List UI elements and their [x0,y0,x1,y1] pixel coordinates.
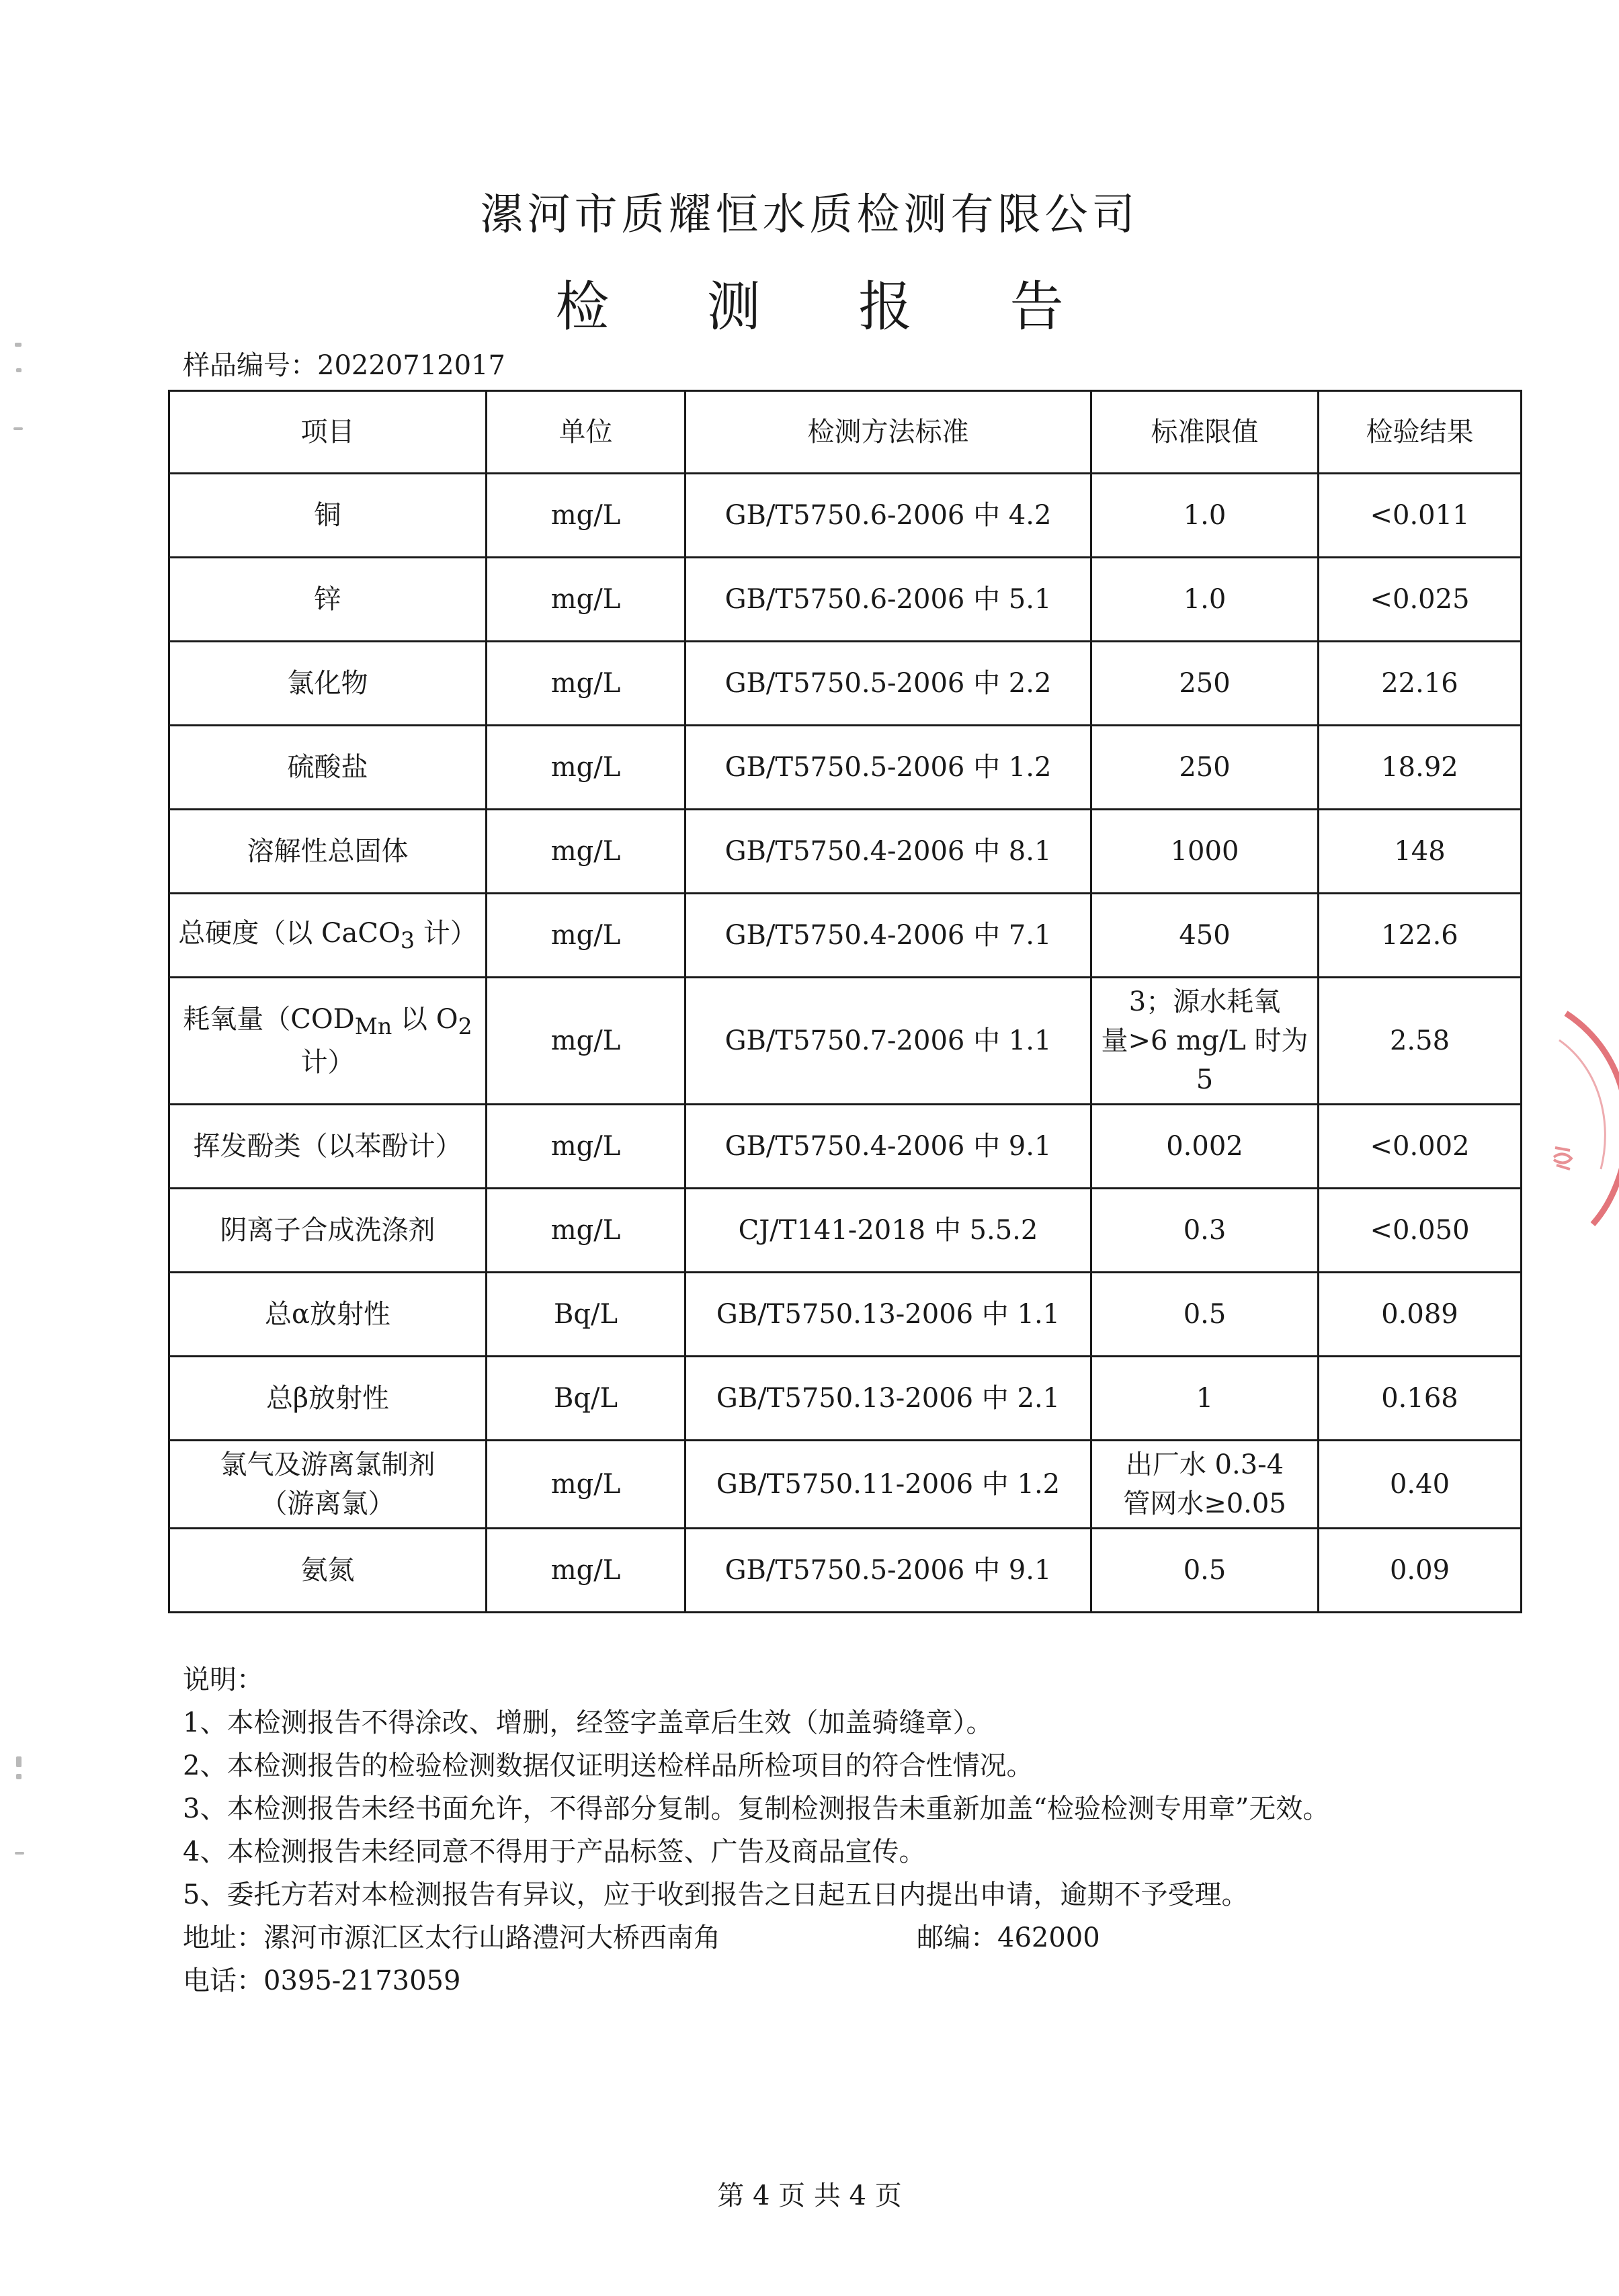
cell-limit: 0.002 [1091,1105,1319,1189]
sample-number [183,344,505,382]
limit-line: 量>6 mg/L 时为 [1101,1025,1309,1056]
phone: 电话：0395-2173059 [183,1965,461,1996]
cell-method: GB/T5750.4-2006 中 9.1 [686,1105,1091,1189]
cell-limit: 1 [1091,1357,1319,1441]
column-header-unit: 单位 [487,391,686,474]
notes-section [183,1658,1329,2002]
cell-unit: mg/L [487,894,686,978]
cell-item [169,894,487,978]
column-header-method: 检测方法标准 [686,391,1091,474]
cell-result: 0.089 [1319,1273,1522,1357]
cell-limit: 250 [1091,642,1319,726]
cell-limit: 1000 [1091,810,1319,894]
limit-line: 3；源水耗氧 [1128,986,1281,1017]
item-text-mid: 以 O [392,1003,458,1035]
item-subscript-2: 2 [458,1013,472,1039]
table-row [169,642,1522,726]
cell-item: 溶解性总固体 [169,810,487,894]
scan-speck [13,427,23,430]
page-number: 第 4 页 共 4 页 [717,2180,902,2211]
item-subscript: 3 [400,927,415,953]
cell-method: GB/T5750.4-2006 中 7.1 [686,894,1091,978]
item-text: 耗氧量（COD [183,1003,355,1035]
cell-method: GB/T5750.6-2006 中 5.1 [686,558,1091,642]
cell-method: GB/T5750.5-2006 中 9.1 [686,1529,1091,1613]
report-title: 检 测 报 告 [555,275,1104,338]
table-row [169,1441,1522,1529]
item-text-end: 计） [300,1047,355,1078]
address-row [183,1916,1329,1959]
cell-method: GB/T5750.13-2006 中 2.1 [686,1357,1091,1441]
cell-unit: Bq/L [487,1273,686,1357]
cell-method: GB/T5750.5-2006 中 1.2 [686,726,1091,810]
cell-result: <0.050 [1319,1189,1522,1273]
cell-method: CJ/T141-2018 中 5.5.2 [686,1189,1091,1273]
cell-result: 0.40 [1319,1441,1522,1529]
column-header-limit: 标准限值 [1091,391,1319,474]
cell-limit [1091,978,1319,1105]
sample-number-value: 20220712017 [317,350,505,381]
scan-speck [15,343,22,347]
cell-result: <0.025 [1319,558,1522,642]
cell-unit: mg/L [487,642,686,726]
cell-unit: mg/L [487,558,686,642]
cell-limit [1091,1441,1319,1529]
note-line: 2、本检测报告的检验检测数据仅证明送检样品所检项目的符合性情况。 [183,1750,1034,1781]
cell-unit: mg/L [487,1529,686,1613]
limit-line: 管网水≥0.05 [1123,1488,1286,1519]
limit-line: 5 [1196,1064,1214,1095]
scan-speck [16,368,22,372]
cell-limit: 1.0 [1091,474,1319,558]
cell-item: 锌 [169,558,487,642]
sample-number-label: 样品编号： [183,350,317,381]
cell-item: 挥发酚类（以苯酚计） [169,1105,487,1189]
table-row [169,978,1522,1105]
cell-result: 148 [1319,810,1522,894]
cell-unit: mg/L [487,1441,686,1529]
column-header-result: 检验结果 [1319,391,1522,474]
cell-result: 2.58 [1319,978,1522,1105]
cell-limit: 1.0 [1091,558,1319,642]
table-row [169,1105,1522,1189]
cell-item [169,978,487,1105]
table-row [169,1273,1522,1357]
cell-item: 硫酸盐 [169,726,487,810]
cell-unit: mg/L [487,474,686,558]
cell-unit: Bq/L [487,1357,686,1441]
cell-item: 氨氮 [169,1529,487,1613]
note-line: 5、委托方若对本检测报告有异议，应于收到报告之日起五日内提出申请，逾期不予受理。 [183,1879,1249,1910]
cell-result: <0.002 [1319,1105,1522,1189]
table-row [169,1357,1522,1441]
cell-result: 22.16 [1319,642,1522,726]
cell-result: 0.09 [1319,1529,1522,1613]
cell-result: 0.168 [1319,1357,1522,1441]
cell-limit: 0.5 [1091,1273,1319,1357]
cell-result: 122.6 [1319,894,1522,978]
cell-limit: 450 [1091,894,1319,978]
cell-method: GB/T5750.5-2006 中 2.2 [686,642,1091,726]
table-row [169,558,1522,642]
table-row [169,1189,1522,1273]
seal-stamp-edge [1539,1008,1619,1230]
cell-method: GB/T5750.13-2006 中 1.1 [686,1273,1091,1357]
table-header-row [169,391,1522,474]
scan-speck [15,1852,24,1855]
table-row [169,726,1522,810]
cell-limit: 0.5 [1091,1529,1319,1613]
cell-limit: 250 [1091,726,1319,810]
cell-method: GB/T5750.6-2006 中 4.2 [686,474,1091,558]
cell-unit: mg/L [487,978,686,1105]
column-header-item: 项目 [169,391,487,474]
note-line: 3、本检测报告未经书面允许，不得部分复制。复制检测报告未重新加盖“检验检测专用章”无效。 [183,1793,1330,1824]
table-row [169,1529,1522,1613]
cell-unit: mg/L [487,810,686,894]
note-line: 1、本检测报告不得涂改、增删，经签字盖章后生效（加盖骑缝章）。 [183,1707,993,1738]
item-subscript: Mn [354,1013,392,1039]
cell-item: 铜 [169,474,487,558]
company-name: 漯河市质耀恒水质检测有限公司 [480,190,1139,240]
seal-stamp-arc [1566,1013,1619,1224]
cell-item: 氯化物 [169,642,487,726]
cell-item: 总α放射性 [169,1273,487,1357]
cell-item: 总β放射性 [169,1357,487,1441]
cell-unit: mg/L [487,1105,686,1189]
scan-speck [16,1756,22,1767]
cell-limit: 0.3 [1091,1189,1319,1273]
address: 地址：漯河市源汇区太行山路澧河大桥西南角 [183,1922,720,1953]
notes-heading: 说明： [183,1664,263,1695]
cell-method: GB/T5750.4-2006 中 8.1 [686,810,1091,894]
cell-item: 阴离子合成洗涤剂 [169,1189,487,1273]
note-line: 4、本检测报告未经同意不得用于产品标签、广告及商品宣传。 [183,1836,926,1867]
item-text-end: 计） [415,917,477,949]
scan-speck [16,1774,22,1779]
results-table [168,390,1522,1613]
cell-unit: mg/L [487,1189,686,1273]
table-row [169,810,1522,894]
table-row [169,474,1522,558]
cell-result: 18.92 [1319,726,1522,810]
item-line: 氯气及游离氯制剂 [220,1449,435,1480]
cell-unit: mg/L [487,726,686,810]
cell-method: GB/T5750.11-2006 中 1.2 [686,1441,1091,1529]
cell-item [169,1441,487,1529]
cell-method: GB/T5750.7-2006 中 1.1 [686,978,1091,1105]
postcode: 邮编：462000 [917,1922,1100,1953]
table-row [169,894,1522,978]
limit-line: 出厂水 0.3-4 [1125,1449,1284,1480]
item-text: 总硬度（以 CaCO [178,917,401,949]
item-line: （游离氯） [260,1488,395,1519]
cell-result: <0.011 [1319,474,1522,558]
seal-stamp-mark [1554,1148,1571,1169]
